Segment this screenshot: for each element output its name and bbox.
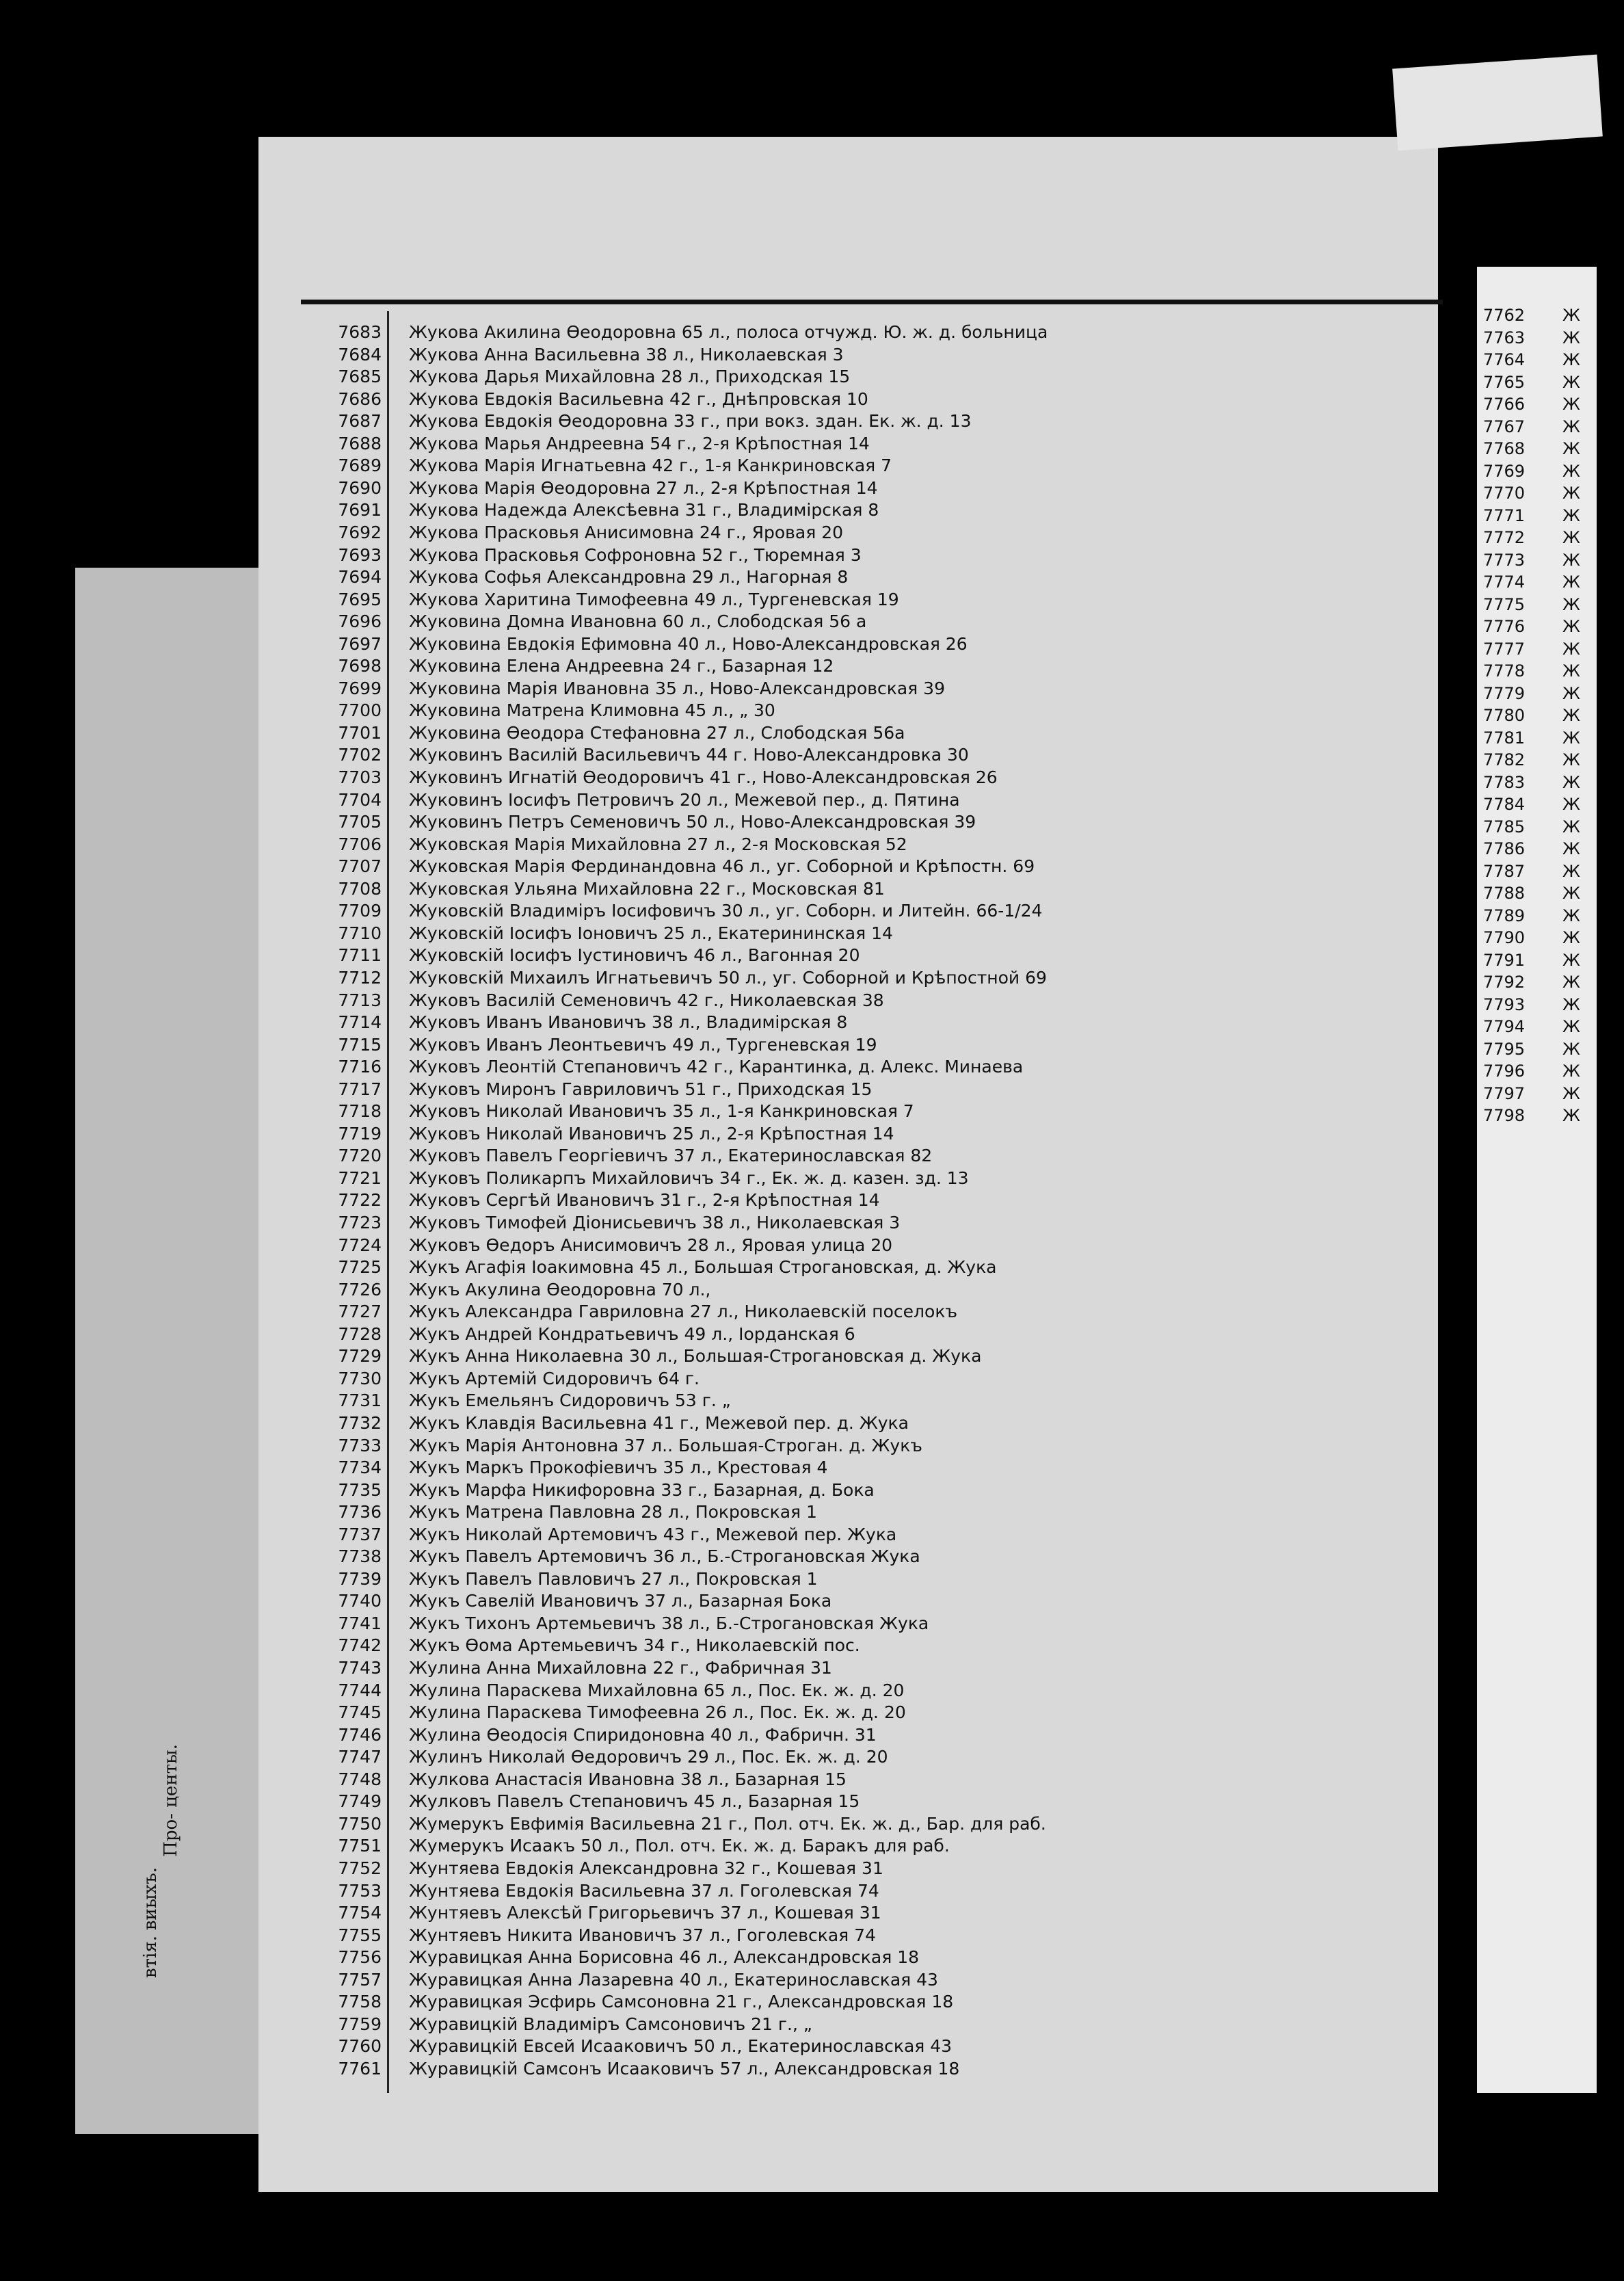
entry-number: 7690 <box>338 477 382 498</box>
entry-text: Жулина Параскева Михайловна 65 л., Пос. Ек. ж. д. 20 <box>409 1680 905 1700</box>
entry-number: 7741 <box>338 1613 382 1633</box>
entry-number: 7760 <box>338 2036 382 2057</box>
entry-number: 7718 <box>338 1101 382 1122</box>
right-entry-text: Ж <box>1562 928 1580 947</box>
entry-number: 7736 <box>338 1502 382 1522</box>
entry-text: Жуковскій Іосифъ Іоновичъ 25 л., Екатерининская 14 <box>409 923 893 943</box>
right-entry-text: Ж <box>1562 372 1580 392</box>
right-entry-number: 7773 <box>1482 550 1525 570</box>
entry-number: 7704 <box>338 789 382 810</box>
entry-number: 7713 <box>338 990 382 1010</box>
entry-number: 7732 <box>338 1412 382 1433</box>
entry-number: 7739 <box>338 1568 382 1589</box>
entry-number: 7719 <box>338 1123 382 1144</box>
entry-number: 7738 <box>338 1546 382 1567</box>
right-entry-number: 7762 <box>1482 306 1525 325</box>
right-entry-text: Ж <box>1562 328 1580 347</box>
entry-text: Журавицкая Анна Лазаревна 40 л., Екатеринославская 43 <box>409 1969 938 1990</box>
entry-text: Жунтяева Евдокія Васильевна 37 л. Гоголевская 74 <box>409 1880 879 1901</box>
entry-text: Жукова Дарья Михайловна 28 л., Приходская 15 <box>409 367 851 387</box>
entry-text: Жукъ Клавдія Васильевна 41 г., Межевой пер. д. Жука <box>409 1412 909 1433</box>
entry-number: 7745 <box>338 1702 382 1723</box>
entry-number: 7731 <box>338 1390 382 1411</box>
entry-text: Жуковъ Миронъ Гавриловичъ 51 г., Приходская 15 <box>409 1079 873 1099</box>
right-entry-number: 7774 <box>1482 572 1525 592</box>
entry-number: 7705 <box>338 812 382 832</box>
right-entry-text: Ж <box>1562 439 1580 458</box>
entry-text: Жуковская Марія Михайловна 27 л., 2-я Московская 52 <box>409 834 907 854</box>
right-entry-text: Ж <box>1562 795 1580 814</box>
entry-number: 7749 <box>338 1791 382 1812</box>
entry-number: 7691 <box>338 500 382 520</box>
right-entry-text: Ж <box>1562 1106 1580 1125</box>
entry-number: 7759 <box>338 2014 382 2034</box>
entry-number: 7707 <box>338 856 382 877</box>
entry-text: Жукъ Акулина Өеодоровна 70 л., <box>409 1279 711 1300</box>
right-entry-text: Ж <box>1562 395 1580 414</box>
entry-text: Жуковъ Сергѣй Ивановичъ 31 г., 2-я Крѣпостная 14 <box>409 1190 880 1211</box>
entry-number: 7747 <box>338 1747 382 1767</box>
entry-number: 7726 <box>338 1279 382 1300</box>
entry-number: 7761 <box>338 2058 382 2079</box>
right-entry-text: Ж <box>1562 950 1580 970</box>
right-entry-number: 7770 <box>1482 484 1525 503</box>
entry-number: 7721 <box>338 1168 382 1188</box>
right-entry-number: 7768 <box>1482 439 1525 458</box>
entry-number: 7693 <box>338 544 382 565</box>
entry-number: 7756 <box>338 1947 382 1968</box>
entry-text: Жуковинъ Іосифъ Петровичъ 20 л., Межевой пер., д. Пятина <box>409 789 960 810</box>
right-entry-text: Ж <box>1562 861 1580 881</box>
right-entry-number: 7785 <box>1482 817 1525 836</box>
entry-text: Жукъ Матрена Павловна 28 л., Покровская 1 <box>409 1502 817 1522</box>
right-entry-number: 7782 <box>1482 750 1525 769</box>
entry-number: 7757 <box>338 1969 382 1990</box>
entry-number: 7711 <box>338 945 382 966</box>
entry-number: 7725 <box>338 1257 382 1278</box>
entry-number: 7743 <box>338 1658 382 1678</box>
entry-number: 7697 <box>338 633 382 654</box>
entry-number: 7735 <box>338 1479 382 1500</box>
right-entry-text: Ж <box>1562 417 1580 436</box>
right-entry-text: Ж <box>1562 706 1580 725</box>
entry-text: Жукъ Савелій Ивановичъ 37 л., Базарная Бока <box>409 1591 832 1611</box>
entry-number: 7730 <box>338 1368 382 1388</box>
entry-number: 7724 <box>338 1235 382 1255</box>
entry-number: 7740 <box>338 1591 382 1611</box>
entry-number: 7684 <box>338 344 382 365</box>
right-entry-text: Ж <box>1562 1062 1580 1081</box>
right-entry-text: Ж <box>1562 906 1580 925</box>
entry-number: 7754 <box>338 1903 382 1923</box>
entry-number: 7723 <box>338 1213 382 1232</box>
entry-text: Жуковина Евдокія Ефимовна 40 л., Ново-Александровская 26 <box>409 633 968 654</box>
entry-number: 7715 <box>338 1034 382 1055</box>
entry-number: 7688 <box>338 433 382 453</box>
right-entry-number: 7778 <box>1482 661 1525 681</box>
entry-number: 7694 <box>338 567 382 588</box>
entry-text: Жукъ Өома Артемьевичъ 34 г., Николаевскій пос. <box>409 1635 860 1656</box>
entry-text: Журавицкій Владиміръ Самсоновичъ 21 г., „ <box>409 2014 812 2034</box>
right-entry-number: 7796 <box>1482 1062 1525 1081</box>
right-entry-number: 7787 <box>1482 861 1525 881</box>
entry-text: Жукъ Тихонъ Артемьевичъ 38 л., Б.-Строгановская Жука <box>409 1613 929 1633</box>
entry-number: 7687 <box>338 411 382 432</box>
entry-number: 7750 <box>338 1813 382 1834</box>
right-entry-number: 7784 <box>1482 795 1525 814</box>
entry-text: Журавицкій Самсонъ Исааковичъ 57 л., Александровская 18 <box>409 2058 960 2079</box>
entry-number: 7708 <box>338 878 382 899</box>
right-entry-text: Ж <box>1562 839 1580 858</box>
entry-number: 7744 <box>338 1680 382 1700</box>
entry-text: Жумерукъ Евфимія Васильевна 21 г., Пол. отч. Ек. ж. д., Бар. для раб. <box>409 1813 1046 1834</box>
entry-number: 7758 <box>338 1992 382 2012</box>
entry-number: 7717 <box>338 1079 382 1099</box>
right-entry-number: 7790 <box>1482 928 1525 947</box>
entry-text: Жукова Анна Васильевна 38 л., Николаевская 3 <box>409 344 844 365</box>
entry-text: Жулкова Анастасія Ивановна 38 л., Базарная 15 <box>409 1769 847 1789</box>
entry-text: Жукова Софья Александровна 29 л., Нагорная 8 <box>409 567 849 588</box>
entry-text: Жуковскій Іосифъ Іустиновичъ 46 л., Вагонная 20 <box>409 945 860 966</box>
entry-number: 7698 <box>338 656 382 676</box>
entry-text: Жуковинъ Петръ Семеновичъ 50 л., Ново-Александровская 39 <box>409 812 976 832</box>
right-entry-number: 7783 <box>1482 772 1525 792</box>
right-entry-text: Ж <box>1562 683 1580 703</box>
right-entry-number: 7781 <box>1482 728 1525 748</box>
right-entry-number: 7777 <box>1482 639 1525 659</box>
right-entry-text: Ж <box>1562 1083 1580 1103</box>
entry-text: Журавицкая Эсфирь Самсоновна 21 г., Александровская 18 <box>409 1992 954 2012</box>
right-entry-number: 7786 <box>1482 839 1525 858</box>
entry-text: Жукова Харитина Тимофеевна 49 л., Тургеневская 19 <box>409 589 899 609</box>
entry-text: Жукова Надежда Алексѣевна 31 г., Владимірская 8 <box>409 500 879 520</box>
right-entry-number: 7776 <box>1482 617 1525 636</box>
entry-text: Жукъ Агафія Іоакимовна 45 л., Большая Строгановская, д. Жука <box>409 1257 997 1278</box>
right-entry-number: 7771 <box>1482 505 1525 525</box>
entry-text: Жулинъ Николай Өедоровичъ 29 л., Пос. Ек. ж. д. 20 <box>409 1747 888 1767</box>
right-entry-number: 7797 <box>1482 1083 1525 1103</box>
right-entry-text: Ж <box>1562 973 1580 992</box>
entry-number: 7712 <box>338 967 382 988</box>
right-entry-text: Ж <box>1562 817 1580 836</box>
entry-number: 7727 <box>338 1302 382 1322</box>
right-entry-number: 7788 <box>1482 884 1525 903</box>
entry-text: Жукова Прасковья Софроновна 52 г., Тюремная 3 <box>409 544 862 565</box>
paper-tab <box>1392 55 1603 151</box>
entry-text: Жукъ Павелъ Павловичъ 27 л., Покровская 1 <box>409 1568 818 1589</box>
entry-text: Жукъ Андрей Кондратьевичъ 49 л., Іорданская 6 <box>409 1323 855 1344</box>
entry-number: 7733 <box>338 1435 382 1455</box>
entry-number: 7706 <box>338 834 382 854</box>
right-entry-text: Ж <box>1562 306 1580 325</box>
entry-number: 7734 <box>338 1458 382 1478</box>
right-entry-number: 7779 <box>1482 683 1525 703</box>
entry-text: Жуковскій Михаилъ Игнатьевичъ 50 л., уг. Соборной и Крѣпостной 69 <box>409 967 1047 988</box>
entry-text: Жукъ Марфа Никифоровна 33 г., Базарная, д. Бока <box>409 1479 875 1500</box>
right-entry-text: Ж <box>1562 350 1580 369</box>
right-entry-number: 7767 <box>1482 417 1525 436</box>
header-rule <box>301 300 1443 304</box>
entry-number: 7714 <box>338 1012 382 1033</box>
entry-number: 7710 <box>338 923 382 943</box>
entry-text: Жукова Марья Андреевна 54 г., 2-я Крѣпостная 14 <box>409 433 870 453</box>
entry-text: Жуковина Марія Ивановна 35 л., Ново-Александровская 39 <box>409 678 945 698</box>
right-entry-number: 7769 <box>1482 461 1525 481</box>
entry-number: 7685 <box>338 367 382 387</box>
entry-number: 7755 <box>338 1925 382 1945</box>
entry-number: 7702 <box>338 745 382 765</box>
entry-text: Жукъ Александра Гавриловна 27 л., Николаевскій поселокъ <box>409 1302 958 1322</box>
entry-text: Жунтяевъ Алексѣй Григорьевичъ 37 л., Кошевая 31 <box>409 1903 881 1923</box>
right-entry-number: 7772 <box>1482 528 1525 547</box>
right-entry-text: Ж <box>1562 528 1580 547</box>
entry-text: Жукова Марія Өеодоровна 27 л., 2-я Крѣпостная 14 <box>409 477 878 498</box>
entry-text: Жукъ Марія Антоновна 37 л.. Большая-Строган. д. Жукъ <box>409 1435 922 1455</box>
right-entry-text: Ж <box>1562 994 1580 1014</box>
left-fragment-label: Про- центы. <box>161 1744 181 1857</box>
entry-text: Жуковская Ульяна Михайловна 22 г., Московская 81 <box>409 878 885 899</box>
right-entry-number: 7765 <box>1482 372 1525 392</box>
entry-text: Жуковинъ Василій Васильевичъ 44 г. Ново-Александровка 30 <box>409 745 969 765</box>
right-entry-number: 7764 <box>1482 350 1525 369</box>
right-entry-text: Ж <box>1562 1039 1580 1059</box>
entry-text: Жуковская Марія Фердинандовна 46 л., уг. Соборной и Крѣпостн. 69 <box>409 856 1035 877</box>
entry-number: 7753 <box>338 1880 382 1901</box>
entry-text: Жукова Евдокія Васильевна 42 г., Днѣпровская 10 <box>409 388 868 409</box>
entry-text: Жуковъ Иванъ Ивановичъ 38 л., Владимірская 8 <box>409 1012 848 1033</box>
entry-text: Жукова Акилина Өеодоровна 65 л., полоса отчужд. Ю. ж. д. больница <box>409 322 1048 342</box>
right-entry-number: 7775 <box>1482 594 1525 614</box>
entry-number: 7692 <box>338 522 382 542</box>
right-entry-number: 7794 <box>1482 1017 1525 1036</box>
entry-text: Жукъ Артемій Сидоровичъ 64 г. <box>409 1368 700 1388</box>
entry-text: Жуковъ Иванъ Леонтьевичъ 49 л., Тургеневская 19 <box>409 1034 877 1055</box>
entry-text: Жуковинъ Игнатій Өеодоровичъ 41 г., Ново-Александровская 26 <box>409 767 998 787</box>
entry-text: Жукъ Павелъ Артемовичъ 36 л., Б.-Строгановская Жука <box>409 1546 920 1567</box>
entry-number: 7701 <box>338 722 382 743</box>
entry-number: 7699 <box>338 678 382 698</box>
entry-number: 7746 <box>338 1724 382 1745</box>
right-entry-number: 7793 <box>1482 994 1525 1014</box>
right-entry-text: Ж <box>1562 505 1580 525</box>
entry-text: Жукова Марія Игнатьевна 42 г., 1-я Канкриновская 7 <box>409 456 892 476</box>
entry-number: 7748 <box>338 1769 382 1789</box>
entry-text: Жуковъ Николай Ивановичъ 35 л., 1-я Канкриновская 7 <box>409 1101 914 1122</box>
entry-text: Жунтяева Евдокія Александровна 32 г., Кошевая 31 <box>409 1858 883 1878</box>
entry-number: 7709 <box>338 901 382 921</box>
entry-number: 7696 <box>338 611 382 632</box>
entry-text: Жуковина Домна Ивановна 60 л., Слободская 56 а <box>409 611 867 632</box>
entry-text: Жуковъ Тимофей Діонисьевичъ 38 л., Николаевская 3 <box>409 1213 901 1232</box>
entry-text: Жукова Евдокія Өеодоровна 33 г., при вокз. здан. Ек. ж. д. 13 <box>409 411 972 432</box>
right-entry-text: Ж <box>1562 461 1580 481</box>
entry-text: Жулина Өеодосія Спиридоновна 40 л., Фабричн. 31 <box>409 1724 877 1745</box>
entry-number: 7686 <box>338 388 382 409</box>
entry-text: Жуковъ Николай Ивановичъ 25 л., 2-я Крѣпостная 14 <box>409 1123 894 1144</box>
entry-number: 7683 <box>338 322 382 342</box>
right-entry-number: 7791 <box>1482 950 1525 970</box>
right-entry-number: 7798 <box>1482 1106 1525 1125</box>
right-entry-number: 7766 <box>1482 395 1525 414</box>
left-fragment-label: виыхъ. <box>140 1867 161 1931</box>
number-column-divider <box>387 311 389 2093</box>
entry-text: Жукъ Николай Артемовичъ 43 г., Межевой пер. Жука <box>409 1524 897 1544</box>
entry-text: Жуковъ Поликарпъ Михайловичъ 34 г., Ек. ж. д. казен. зд. 13 <box>409 1168 969 1188</box>
right-entry-text: Ж <box>1562 594 1580 614</box>
right-entry-number: 7789 <box>1482 906 1525 925</box>
entry-text: Жукъ Анна Николаевна 30 л., Большая-Строгановская д. Жука <box>409 1346 982 1367</box>
entry-text: Жуковъ Павелъ Георгіевичъ 37 л., Екатеринославская 82 <box>409 1146 933 1166</box>
right-entry-text: Ж <box>1562 1017 1580 1036</box>
entry-number: 7720 <box>338 1146 382 1166</box>
entry-text: Жунтяевъ Никита Ивановичъ 37 л., Гоголевская 74 <box>409 1925 876 1945</box>
entry-number: 7752 <box>338 1858 382 1878</box>
right-entry-text: Ж <box>1562 550 1580 570</box>
entry-number: 7703 <box>338 767 382 787</box>
right-entry-text: Ж <box>1562 884 1580 903</box>
right-entry-text: Ж <box>1562 661 1580 681</box>
right-entry-number: 7763 <box>1482 328 1525 347</box>
right-entry-number: 7780 <box>1482 706 1525 725</box>
entry-text: Жуковъ Леонтій Степановичъ 42 г., Карантинка, д. Алекс. Минаева <box>409 1057 1024 1077</box>
entry-number: 7742 <box>338 1635 382 1656</box>
entry-text: Жуковъ Василій Семеновичъ 42 г., Николаевская 38 <box>409 990 884 1010</box>
entry-number: 7728 <box>338 1323 382 1344</box>
entry-text: Журавицкій Евсей Исааковичъ 50 л., Екатеринославская 43 <box>409 2036 953 2057</box>
entry-text: Жуковъ Өедоръ Анисимовичъ 28 л., Яровая улица 20 <box>409 1235 893 1255</box>
entry-text: Жуковскій Владиміръ Іосифовичъ 30 л., уг. Соборн. и Литейн. 66-1/24 <box>409 901 1043 921</box>
entry-text: Журавицкая Анна Борисовна 46 л., Александровская 18 <box>409 1947 920 1968</box>
right-entry-text: Ж <box>1562 484 1580 503</box>
entry-text: Жуковина Матрена Климовна 45 л., „ 30 <box>409 700 775 721</box>
right-entry-text: Ж <box>1562 639 1580 659</box>
right-entry-text: Ж <box>1562 728 1580 748</box>
entry-text: Жукова Прасковья Анисимовна 24 г., Яровая 20 <box>409 522 844 542</box>
entry-number: 7722 <box>338 1190 382 1211</box>
right-entry-text: Ж <box>1562 772 1580 792</box>
entry-text: Жулина Анна Михайловна 22 г., Фабричная 31 <box>409 1658 832 1678</box>
right-entry-number: 7792 <box>1482 973 1525 992</box>
entry-number: 7695 <box>338 589 382 609</box>
right-entry-text: Ж <box>1562 750 1580 769</box>
entry-number: 7700 <box>338 700 382 721</box>
entry-text: Жукъ Маркъ Прокофіевичъ 35 л., Крестовая 4 <box>409 1458 828 1478</box>
entry-text: Жуковина Елена Андреевна 24 г., Базарная 12 <box>409 656 834 676</box>
left-fragment-label: втія. <box>140 1936 161 1979</box>
entry-text: Жулина Параскева Тимофеевна 26 л., Пос. Ек. ж. д. 20 <box>409 1702 906 1723</box>
right-entry-text: Ж <box>1562 617 1580 636</box>
entry-number: 7716 <box>338 1057 382 1077</box>
entry-text: Жулковъ Павелъ Степановичъ 45 л., Базарная 15 <box>409 1791 860 1812</box>
entry-number: 7689 <box>338 456 382 476</box>
right-entry-number: 7795 <box>1482 1039 1525 1059</box>
entry-number: 7729 <box>338 1346 382 1367</box>
entry-number: 7751 <box>338 1836 382 1856</box>
entry-number: 7737 <box>338 1524 382 1544</box>
entry-text: Жуковина Өеодора Стефановна 27 л., Слободская 56а <box>409 722 905 743</box>
right-entry-text: Ж <box>1562 572 1580 592</box>
entry-text: Жумерукъ Исаакъ 50 л., Пол. отч. Ек. ж. д. Баракъ для раб. <box>409 1836 950 1856</box>
entry-text: Жукъ Емельянъ Сидоровичъ 53 г. „ <box>409 1390 731 1411</box>
